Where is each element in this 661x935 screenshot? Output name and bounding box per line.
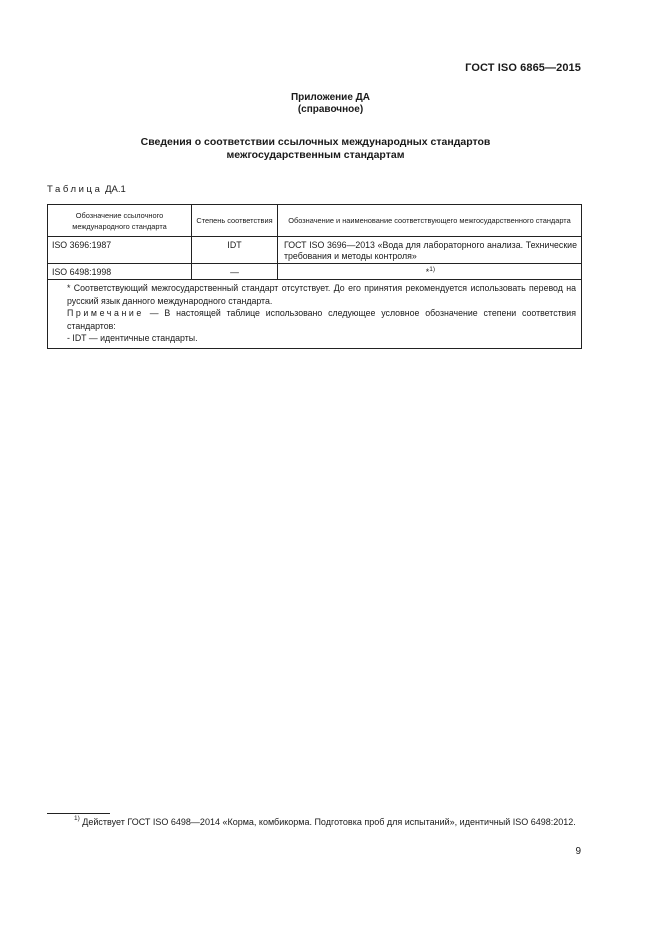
section-title-line-1: Сведения о соответствии ссылочных международных стандартов	[140, 136, 491, 148]
header-national-standard: Обозначение и наименование соответствующего межгосударственного стандарта	[278, 205, 582, 237]
cell-ref-standard: ISO 3696:1987	[48, 237, 192, 264]
appendix-title: Приложение ДА	[290, 92, 371, 103]
remark-word: Примечание	[67, 308, 144, 319]
table-row	[48, 237, 582, 264]
cell-degree: IDT	[192, 237, 278, 264]
idt-definition: - IDT — идентичные стандарты.	[67, 333, 198, 344]
header-ref-standard: Обозначение ссылочного международного стандарта	[48, 205, 192, 237]
table-row	[48, 264, 582, 280]
section-title-line-2: межгосударственным стандартам	[226, 149, 405, 161]
table-caption	[47, 184, 126, 195]
cell-degree: —	[192, 264, 278, 280]
table-caption-word: Таблица	[47, 184, 103, 195]
star-note: * Соответствующий межгосударственный стандарт отсутствует. До его принятия рекомендуется использовать перевод на русский язык данного международного стандарта.	[67, 283, 576, 306]
footnote-divider	[47, 813, 110, 814]
cell-national-standard: ГОСТ ISO 3696—2013 «Вода для лабораторного анализа. Технические требования и методы контроля»	[278, 237, 582, 264]
footnote-marker: 1)	[74, 815, 80, 822]
page-number: 9	[575, 846, 581, 857]
cell-ref-standard: ISO 6498:1998	[48, 264, 192, 280]
footnote-ref-marker: 1)	[429, 266, 435, 273]
table-header-row	[48, 205, 582, 237]
header-degree: Степень соответствия	[192, 205, 278, 237]
correspondence-table	[47, 204, 582, 349]
section-title	[0, 136, 631, 162]
cell-star: *	[425, 267, 430, 277]
cell-national-standard	[278, 264, 582, 280]
document-code: ГОСТ ISO 6865—2015	[465, 62, 581, 74]
footnote	[47, 816, 582, 828]
appendix-subtitle: (справочное)	[297, 104, 364, 115]
footnote-text: Действует ГОСТ ISO 6498—2014 «Корма, комбикорма. Подготовка проб для испытаний», идентичный ISO 6498:2012.	[79, 817, 576, 827]
table-notes	[48, 280, 582, 349]
table-notes-row	[48, 280, 582, 349]
table-caption-id: ДА.1	[105, 184, 126, 195]
remark-text: — В настоящей таблице использовано следующее условное обозначение степени соответствия стандартов:	[67, 308, 576, 331]
remark-note	[53, 307, 576, 332]
footnote-marker-wrap	[47, 817, 80, 827]
